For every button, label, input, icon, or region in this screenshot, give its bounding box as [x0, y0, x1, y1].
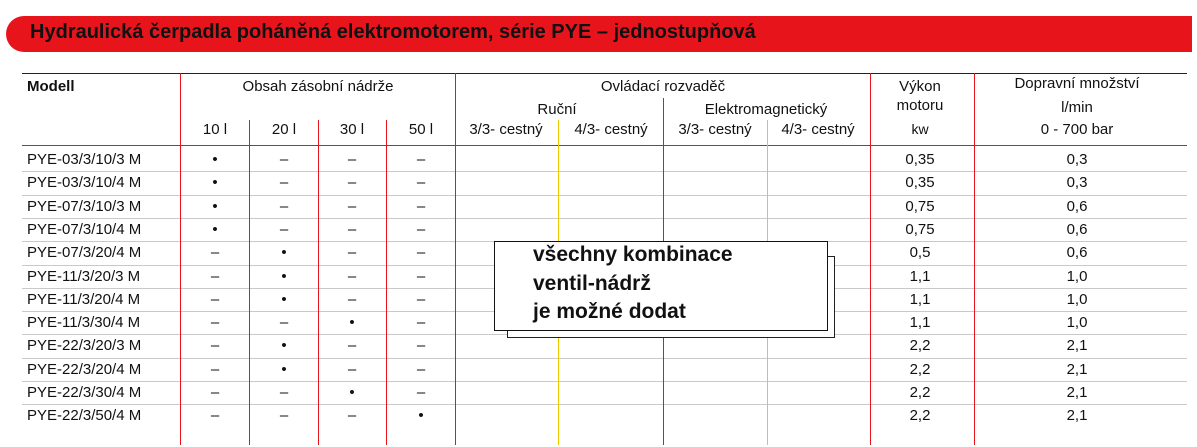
- row-cell-t10: –: [210, 268, 220, 285]
- row-cell-t10: •: [212, 174, 218, 191]
- table-header-rule: [22, 145, 1187, 146]
- divider: [386, 120, 387, 445]
- row-cell-power: 2,2: [909, 337, 931, 354]
- row-cell-flow: 0,3: [1066, 174, 1088, 191]
- row-cell-t20: •: [281, 268, 287, 285]
- row-cell-flow: 1,0: [1066, 268, 1088, 285]
- page-title: Hydraulická čerpadla poháněná elektromotorem, série PYE – jednostupňová: [30, 21, 756, 43]
- row-model: PYE-11/3/20/3 M: [27, 268, 141, 285]
- header-manual: Ruční: [537, 101, 577, 118]
- row-model: PYE-03/3/10/4 M: [27, 174, 142, 191]
- row-cell-power: 1,1: [909, 291, 931, 308]
- row-cell-t50: –: [416, 198, 426, 215]
- row-cell-t20: –: [279, 198, 289, 215]
- note-line-3: je možné dodat: [533, 300, 686, 323]
- row-cell-t20: •: [281, 291, 287, 308]
- header-tank-20: 20 l: [271, 121, 297, 138]
- row-cell-t30: –: [347, 244, 357, 261]
- row-cell-flow: 2,1: [1066, 337, 1088, 354]
- row-cell-power: 0,35: [905, 151, 935, 168]
- row-cell-t20: •: [281, 244, 287, 261]
- row-cell-t10: •: [212, 198, 218, 215]
- row-cell-t50: –: [416, 174, 426, 191]
- row-cell-t50: –: [416, 244, 426, 261]
- header-electromagnetic: Elektromagnetický: [704, 101, 828, 118]
- row-cell-t50: –: [416, 337, 426, 354]
- note-line-2: ventil-nádrž: [533, 272, 651, 295]
- row-cell-t20: –: [279, 221, 289, 238]
- row-cell-t20: –: [279, 314, 289, 331]
- row-rule: [22, 381, 1187, 382]
- row-cell-flow: 2,1: [1066, 384, 1088, 401]
- row-cell-flow: 0,6: [1066, 198, 1088, 215]
- row-cell-flow: 0,6: [1066, 244, 1088, 261]
- header-tank: Obsah zásobní nádrže: [242, 78, 394, 95]
- divider: [870, 73, 871, 445]
- row-cell-t30: –: [347, 337, 357, 354]
- header-flow-range: 0 - 700 bar: [1040, 121, 1114, 138]
- row-cell-t50: –: [416, 221, 426, 238]
- divider: [974, 73, 975, 445]
- row-cell-t20: –: [279, 174, 289, 191]
- row-cell-t50: •: [418, 407, 424, 424]
- row-cell-t30: –: [347, 291, 357, 308]
- header-flow-unit: l/min: [1061, 99, 1093, 116]
- header-tank-50: 50 l: [408, 121, 434, 138]
- divider: [249, 120, 250, 445]
- row-cell-power: 2,2: [909, 407, 931, 424]
- row-cell-power: 0,35: [905, 174, 935, 191]
- row-cell-t30: •: [349, 314, 355, 331]
- row-cell-t50: –: [416, 291, 426, 308]
- table-top-rule: [22, 73, 1187, 74]
- row-cell-t20: •: [281, 361, 287, 378]
- row-cell-t20: –: [279, 151, 289, 168]
- row-cell-t10: –: [210, 337, 220, 354]
- row-cell-flow: 1,0: [1066, 314, 1088, 331]
- row-cell-t10: –: [210, 384, 220, 401]
- row-model: PYE-22/3/50/4 M: [27, 407, 142, 424]
- row-cell-flow: 0,3: [1066, 151, 1088, 168]
- row-cell-power: 1,1: [909, 314, 931, 331]
- header-power-2: motoru: [896, 97, 944, 114]
- row-cell-flow: 2,1: [1066, 407, 1088, 424]
- divider: [180, 73, 181, 445]
- header-valve: 3/3- cestný: [469, 121, 543, 138]
- row-cell-flow: 2,1: [1066, 361, 1088, 378]
- row-cell-t10: –: [210, 407, 220, 424]
- row-cell-power: 0,75: [905, 198, 935, 215]
- row-cell-t30: –: [347, 361, 357, 378]
- row-cell-t30: –: [347, 268, 357, 285]
- row-cell-t30: •: [349, 384, 355, 401]
- row-cell-t50: –: [416, 361, 426, 378]
- note-line-1: všechny kombinace: [533, 243, 733, 266]
- divider: [318, 120, 319, 445]
- divider: [455, 73, 456, 445]
- row-cell-t30: –: [347, 198, 357, 215]
- row-cell-t30: –: [347, 151, 357, 168]
- row-rule: [22, 404, 1187, 405]
- row-cell-t20: •: [281, 337, 287, 354]
- header-tank-30: 30 l: [339, 121, 365, 138]
- row-model: PYE-11/3/20/4 M: [27, 291, 141, 308]
- row-cell-flow: 0,6: [1066, 221, 1088, 238]
- row-cell-t10: •: [212, 221, 218, 238]
- note-box: [494, 241, 828, 331]
- row-model: PYE-03/3/10/3 M: [27, 151, 142, 168]
- header-valve: 4/3- cestný: [574, 121, 648, 138]
- row-cell-t50: –: [416, 314, 426, 331]
- row-cell-t30: –: [347, 407, 357, 424]
- header-control: Ovládací rozvaděč: [600, 78, 726, 95]
- row-cell-flow: 1,0: [1066, 291, 1088, 308]
- row-cell-t50: –: [416, 151, 426, 168]
- row-cell-power: 2,2: [909, 384, 931, 401]
- row-cell-t10: –: [210, 314, 220, 331]
- row-cell-power: 0,5: [909, 244, 931, 261]
- header-valve: 4/3- cestný: [781, 121, 855, 138]
- row-cell-t20: –: [279, 384, 289, 401]
- row-cell-power: 1,1: [909, 268, 931, 285]
- row-cell-t20: –: [279, 407, 289, 424]
- row-model: PYE-22/3/20/4 M: [27, 361, 142, 378]
- row-model: PYE-07/3/10/3 M: [27, 198, 142, 215]
- row-model: PYE-11/3/30/4 M: [27, 314, 141, 331]
- row-cell-power: 2,2: [909, 361, 931, 378]
- row-model: PYE-07/3/10/4 M: [27, 221, 142, 238]
- row-cell-t30: –: [347, 174, 357, 191]
- row-cell-t50: –: [416, 384, 426, 401]
- row-model: PYE-07/3/20/4 M: [27, 244, 142, 261]
- header-valve: 3/3- cestný: [678, 121, 752, 138]
- header-power: Výkon: [899, 78, 941, 95]
- row-model: PYE-22/3/30/4 M: [27, 384, 142, 401]
- row-model: PYE-22/3/20/3 M: [27, 337, 142, 354]
- header-power-unit: kw: [911, 121, 929, 137]
- row-cell-t50: –: [416, 268, 426, 285]
- row-cell-t10: •: [212, 151, 218, 168]
- header-tank-10: 10 l: [202, 121, 228, 138]
- row-cell-t10: –: [210, 291, 220, 308]
- header-flow: Dopravní množství: [1014, 75, 1140, 92]
- row-cell-t30: –: [347, 221, 357, 238]
- header-model: Modell: [27, 78, 75, 95]
- row-rule: [22, 218, 1187, 219]
- row-rule: [22, 358, 1187, 359]
- row-cell-t10: –: [210, 244, 220, 261]
- row-cell-t10: –: [210, 361, 220, 378]
- row-cell-power: 0,75: [905, 221, 935, 238]
- row-rule: [22, 195, 1187, 196]
- row-rule: [22, 171, 1187, 172]
